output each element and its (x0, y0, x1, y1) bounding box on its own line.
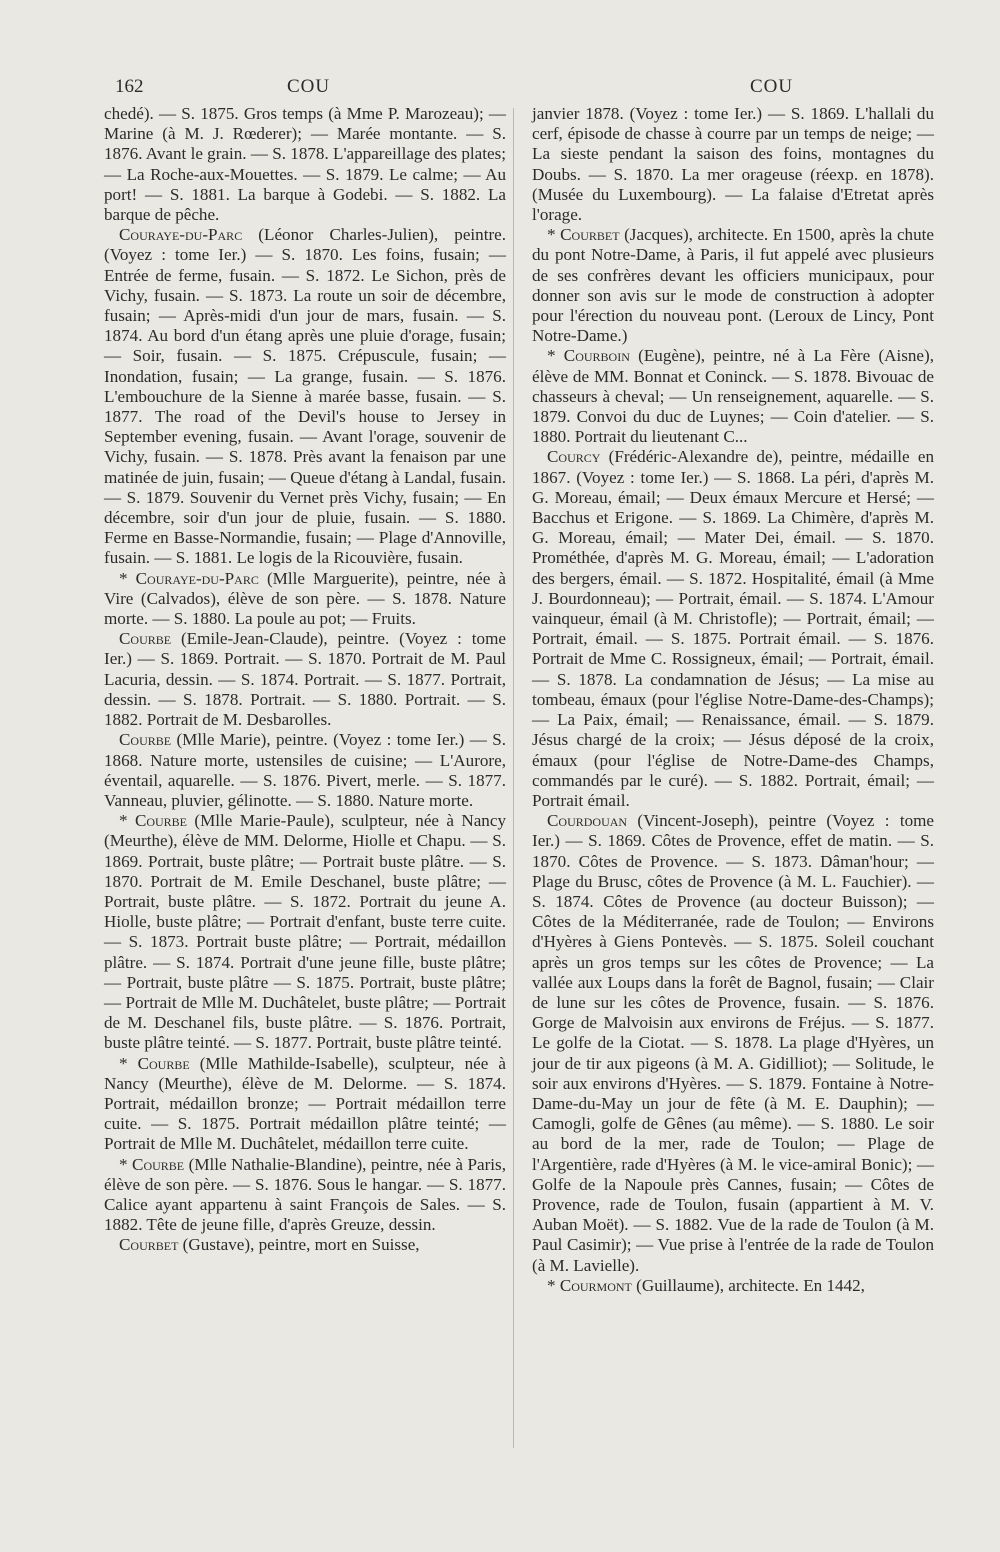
dictionary-entry (532, 225, 934, 346)
page-number: 162 (115, 76, 144, 97)
entry-continuation (104, 104, 506, 225)
right-running-head: COU (750, 76, 794, 97)
dictionary-entry (104, 569, 506, 630)
entry-text: (Eugène), peintre, né à La Fère (Aisne), élève de MM. Bonnat et Coninck. — S. 1878. Bivouac de chasseurs à cheval; — Un renseignement, aquarelle. — S. 1879. Convoi du duc de Luynes; — Coin d'atelier. — S. 1880. Portrait du lieutenant C... (532, 346, 934, 447)
entry-name: Courbe (119, 629, 172, 649)
entry-name: * Courbe (119, 811, 188, 831)
left-running-head: COU (287, 76, 331, 97)
entry-text: (Vincent-Joseph), peintre (Voyez : tome Ier.) — S. 1869. Côtes de Provence, effet de matin. — S. 1870. Côtes de Provence. — S. 1873. Dâman'hour; — Plage du Brusc, côtes de Provence (à M. L. Fauchier). — S. 1874. Côtes de Provence (au docteur Buisson); — Côtes de la Méditerranée, rade de Toulon; — Environs d'Hyères à Giens Pontevès. — S. 1875. Soleil couchant après un gros temps sur les côtes de Provence; — La vallée aux Loups dans la forêt de Bagnol, fusain; — Clair de lune sur les côtes de Provence, fusain. — S. 1876. Gorge de Malvoisin aux environs de Fréjus. — S. 1877. Le golfe de la Ciotat. — S. 1878. La plage d'Hyères, un jour de tir aux pigeons (à M. A. Gidilliot); — Solitude, le soir aux environs d'Hyères. — S. 1879. Fontaine à Notre-Dame-du-May un jour de fête (à M. E. Dauphin); — Camogli, golfe de Gênes (au même). — S. 1880. Le soir au bord de la mer, rade de Toulon; — Plage de l'Argentière, rade d'Hyères (à M. le vice-amiral Bonic); — Golfe de la Napoule près Cannes, fusain; — Côtes de Provence, rade de Toulon, fusain (appartient à M. V. Auban Moët). — S. 1882. Vue de la rade de Toulon (à M. Paul Casimir); — Vue prise à l'entrée de la rade de Toulon (à M. Lavielle). (532, 811, 934, 1275)
entry-name: Courcy (547, 447, 601, 467)
entry-text: (Guillaume), architecte. En 1442, (631, 1275, 865, 1295)
dictionary-entry (104, 1155, 506, 1236)
entry-name: * Courbet (547, 225, 620, 245)
dictionary-entry (104, 730, 506, 811)
right-column (532, 104, 934, 1296)
dictionary-entry (104, 225, 506, 568)
dictionary-entry (532, 346, 934, 447)
entry-text: (Mlle Nathalie-Blandine), peintre, née à Paris, élève de son père. — S. 1876. Sous le hangar. — S. 1877. Calice ayant appartenu à saint François de Sales. — S. 1882. Tête de jeune fille, d'après Greuze, dessin. (104, 1154, 506, 1235)
page-header (0, 70, 1000, 100)
entry-name: * Courbe (119, 1053, 190, 1073)
entry-text: (Frédéric-Alexandre de), peintre, médaille en 1867. (Voyez : tome Ier.) — S. 1868. La péri, d'après M. G. Moreau, émail; — Deux émaux Mercure et Hersé; — Bacchus et Erigone. — S. 1869. La Chimère, d'après M. G. Moreau, émail; — Mater Dei, émail. — S. 1870. Prométhée, d'après M. G. Moreau, émail; — L'adoration des bergers, émail. — S. 1872. Hospitalité, émail (à Mme J. Bourdonneau); — Portrait, émail. — S. 1874. L'Amour vainqueur, émail (à M. Christofle); — Portrait, émail; — Portrait, émail. — S. 1875. Portrait émail. — S. 1876. Portrait de Mme C. Rossigneux, émail; — Portrait, émail. — S. 1878. La condamnation de Jésus; — La mise au tombeau, émaux (pour l'église Notre-Dame-des-Champs); — La Paix, émail; — Renaissance, émail. — S. 1879. Jésus chargé de la croix; — Jésus déposé de la croix, émaux (pour l'église de Notre-Dame-des Champs, commandés par le curé). — S. 1882. Portrait, émail; — Portrait émail. (532, 447, 934, 810)
entry-text: (Jacques), architecte. En 1500, après la chute du pont Notre-Dame, à Paris, il fut appelé avec plusieurs de ses confrères devant les officiers municipaux, pour donner son avis sur le mode de construction à adopter pour l'érection du nouveau pont. (Leroux de Lincy, Pont Notre-Dame.) (532, 225, 934, 346)
entry-text: (Emile-Jean-Claude), peintre. (Voyez : tome Ier.) — S. 1869. Portrait. — S. 1870. Portrait de M. Paul Lacuria, dessin. — S. 1874. Portrait. — S. 1877. Portrait, dessin. — S. 1878. Portrait. — S. 1880. Portrait. — S. 1882. Portrait de M. Desbarolles. (104, 629, 506, 730)
entry-text: janvier 1878. (Voyez : tome Ier.) — S. 1869. L'hallali du cerf, épisode de chasse à courre par un temps de neige; — La sieste pendant la saison des foins, montagnes du Doubs. — S. 1870. La mer orageuse (réexp. en 1878). (Musée du Luxembourg). — La falaise d'Etretat après l'orage. (532, 104, 934, 225)
dictionary-entry (532, 811, 934, 1276)
entry-text: (Mlle Marie), peintre. (Voyez : tome Ier.) — S. 1868. Nature morte, ustensiles de cuisine; — L'Aurore, éventail, aquarelle. — S. 1876. Pivert, merle. — S. 1877. Vanneau, pluvier, gélinotte. — S. 1880. Nature morte. (104, 730, 506, 810)
entry-text: chedé). — S. 1875. Gros temps (à Mme P. Marozeau); — Marine (à M. J. Rœderer); — Marée montante. — S. 1876. Avant le grain. — S. 1878. L'appareillage des plates; — La Roche-aux-Mouettes. — S. 1879. Le calme; — Au port! — S. 1881. La barque à Godebi. — S. 1882. La barque de pêche. (104, 104, 506, 225)
entry-name: Courbe (119, 730, 172, 750)
dictionary-entry (104, 1054, 506, 1155)
dictionary-entry (532, 1276, 934, 1296)
entry-name: * Courmont (547, 1275, 632, 1295)
column-divider (513, 108, 514, 1448)
entry-text: (Gustave), peintre, mort en Suisse, (178, 1235, 420, 1255)
entry-name: Courdouan (547, 811, 628, 831)
entry-name: * Courboin (547, 346, 630, 366)
entry-name: Couraye-du-Parc (119, 225, 243, 245)
dictionary-entry (104, 1235, 506, 1255)
dictionary-entry (532, 447, 934, 811)
entry-text: (Mlle Marie-Paule), sculpteur, née à Nancy (Meurthe), élève de MM. Delorme, Hiolle et Chapu. — S. 1869. Portrait, buste plâtre; — Portrait buste plâtre. — S. 1870. Portrait de M. Emile Deschanel, buste plâtre; — Portrait, buste plâtre. — S. 1872. Portrait du jeune A. Hiolle, buste plâtre; — Portrait d'enfant, buste terre cuite. — S. 1873. Portrait buste plâtre; — Portrait, médaillon plâtre. — S. 1874. Portrait d'une jeune fille, buste plâtre; — Portrait, buste plâtre — S. 1875. Portrait, buste plâtre; — Portrait de Mlle M. Duchâtelet, buste plâtre; — Portrait de M. Deschanel fils, buste plâtre. — S. 1876. Portrait, buste plâtre teinté. — S. 1877. Portrait, buste plâtre teinté. (104, 811, 506, 1053)
entry-name: * Courbe (119, 1154, 185, 1174)
dictionary-entry (104, 629, 506, 730)
entry-text: (Mlle Mathilde-Isabelle), sculpteur, née à Nancy (Meurthe), élève de M. Delorme. — S. 1874. Portrait, médaillon bronze; — Portrait médaillon terre cuite. — S. 1875. Portrait médaillon plâtre teinté; — Portrait de Mlle M. Duchâtelet, médaillon terre cuite. (104, 1053, 506, 1154)
entry-text: (Mlle Marguerite), peintre, née à Vire (Calvados), élève de son père. — S. 1878. Nature morte. — S. 1880. La poule au pot; — Fruits. (104, 568, 507, 629)
entry-name: * Couraye-du-Parc (119, 568, 259, 588)
entry-continuation (532, 104, 934, 225)
entry-text: (Léonor Charles-Julien), peintre. (Voyez : tome Ier.) — S. 1870. Les foins, fusain; — Entrée de ferme, fusain. — S. 1872. Le Sichon, près de Vichy, fusain. — S. 1873. La route un soir de décembre, fusain; — Après-midi d'un jour de mars, fusain. — S. 1874. Au bord d'un étang après une pluie d'orage, fusain; — Soir, fusain. — S. 1875. Crépuscule, fusain; — Inondation, fusain; — La grange, fusain. — S. 1876. L'embouchure de la Sienne à marée basse, fusain. — S. 1877. The road of the Devil's house to Jersey in September evening, fusain. — Avant l'orage, souvenir de Vichy, fusain. — S. 1878. Près avant la fenaison par une matinée de juin, fusain; — Queue d'étang à Landal, fusain. — S. 1879. Souvenir du Vernet près Vichy, fusain; — En décembre, soir d'un jour de pluie, fusain. — S. 1880. Ferme en Basse-Normandie, fusain; — Plage d'Annoville, fusain. — S. 1881. Le logis de la Ricouvière, fusain. (104, 225, 506, 568)
dictionary-entry (104, 811, 506, 1053)
left-column (104, 104, 506, 1256)
entry-name: Courbet (119, 1235, 179, 1255)
